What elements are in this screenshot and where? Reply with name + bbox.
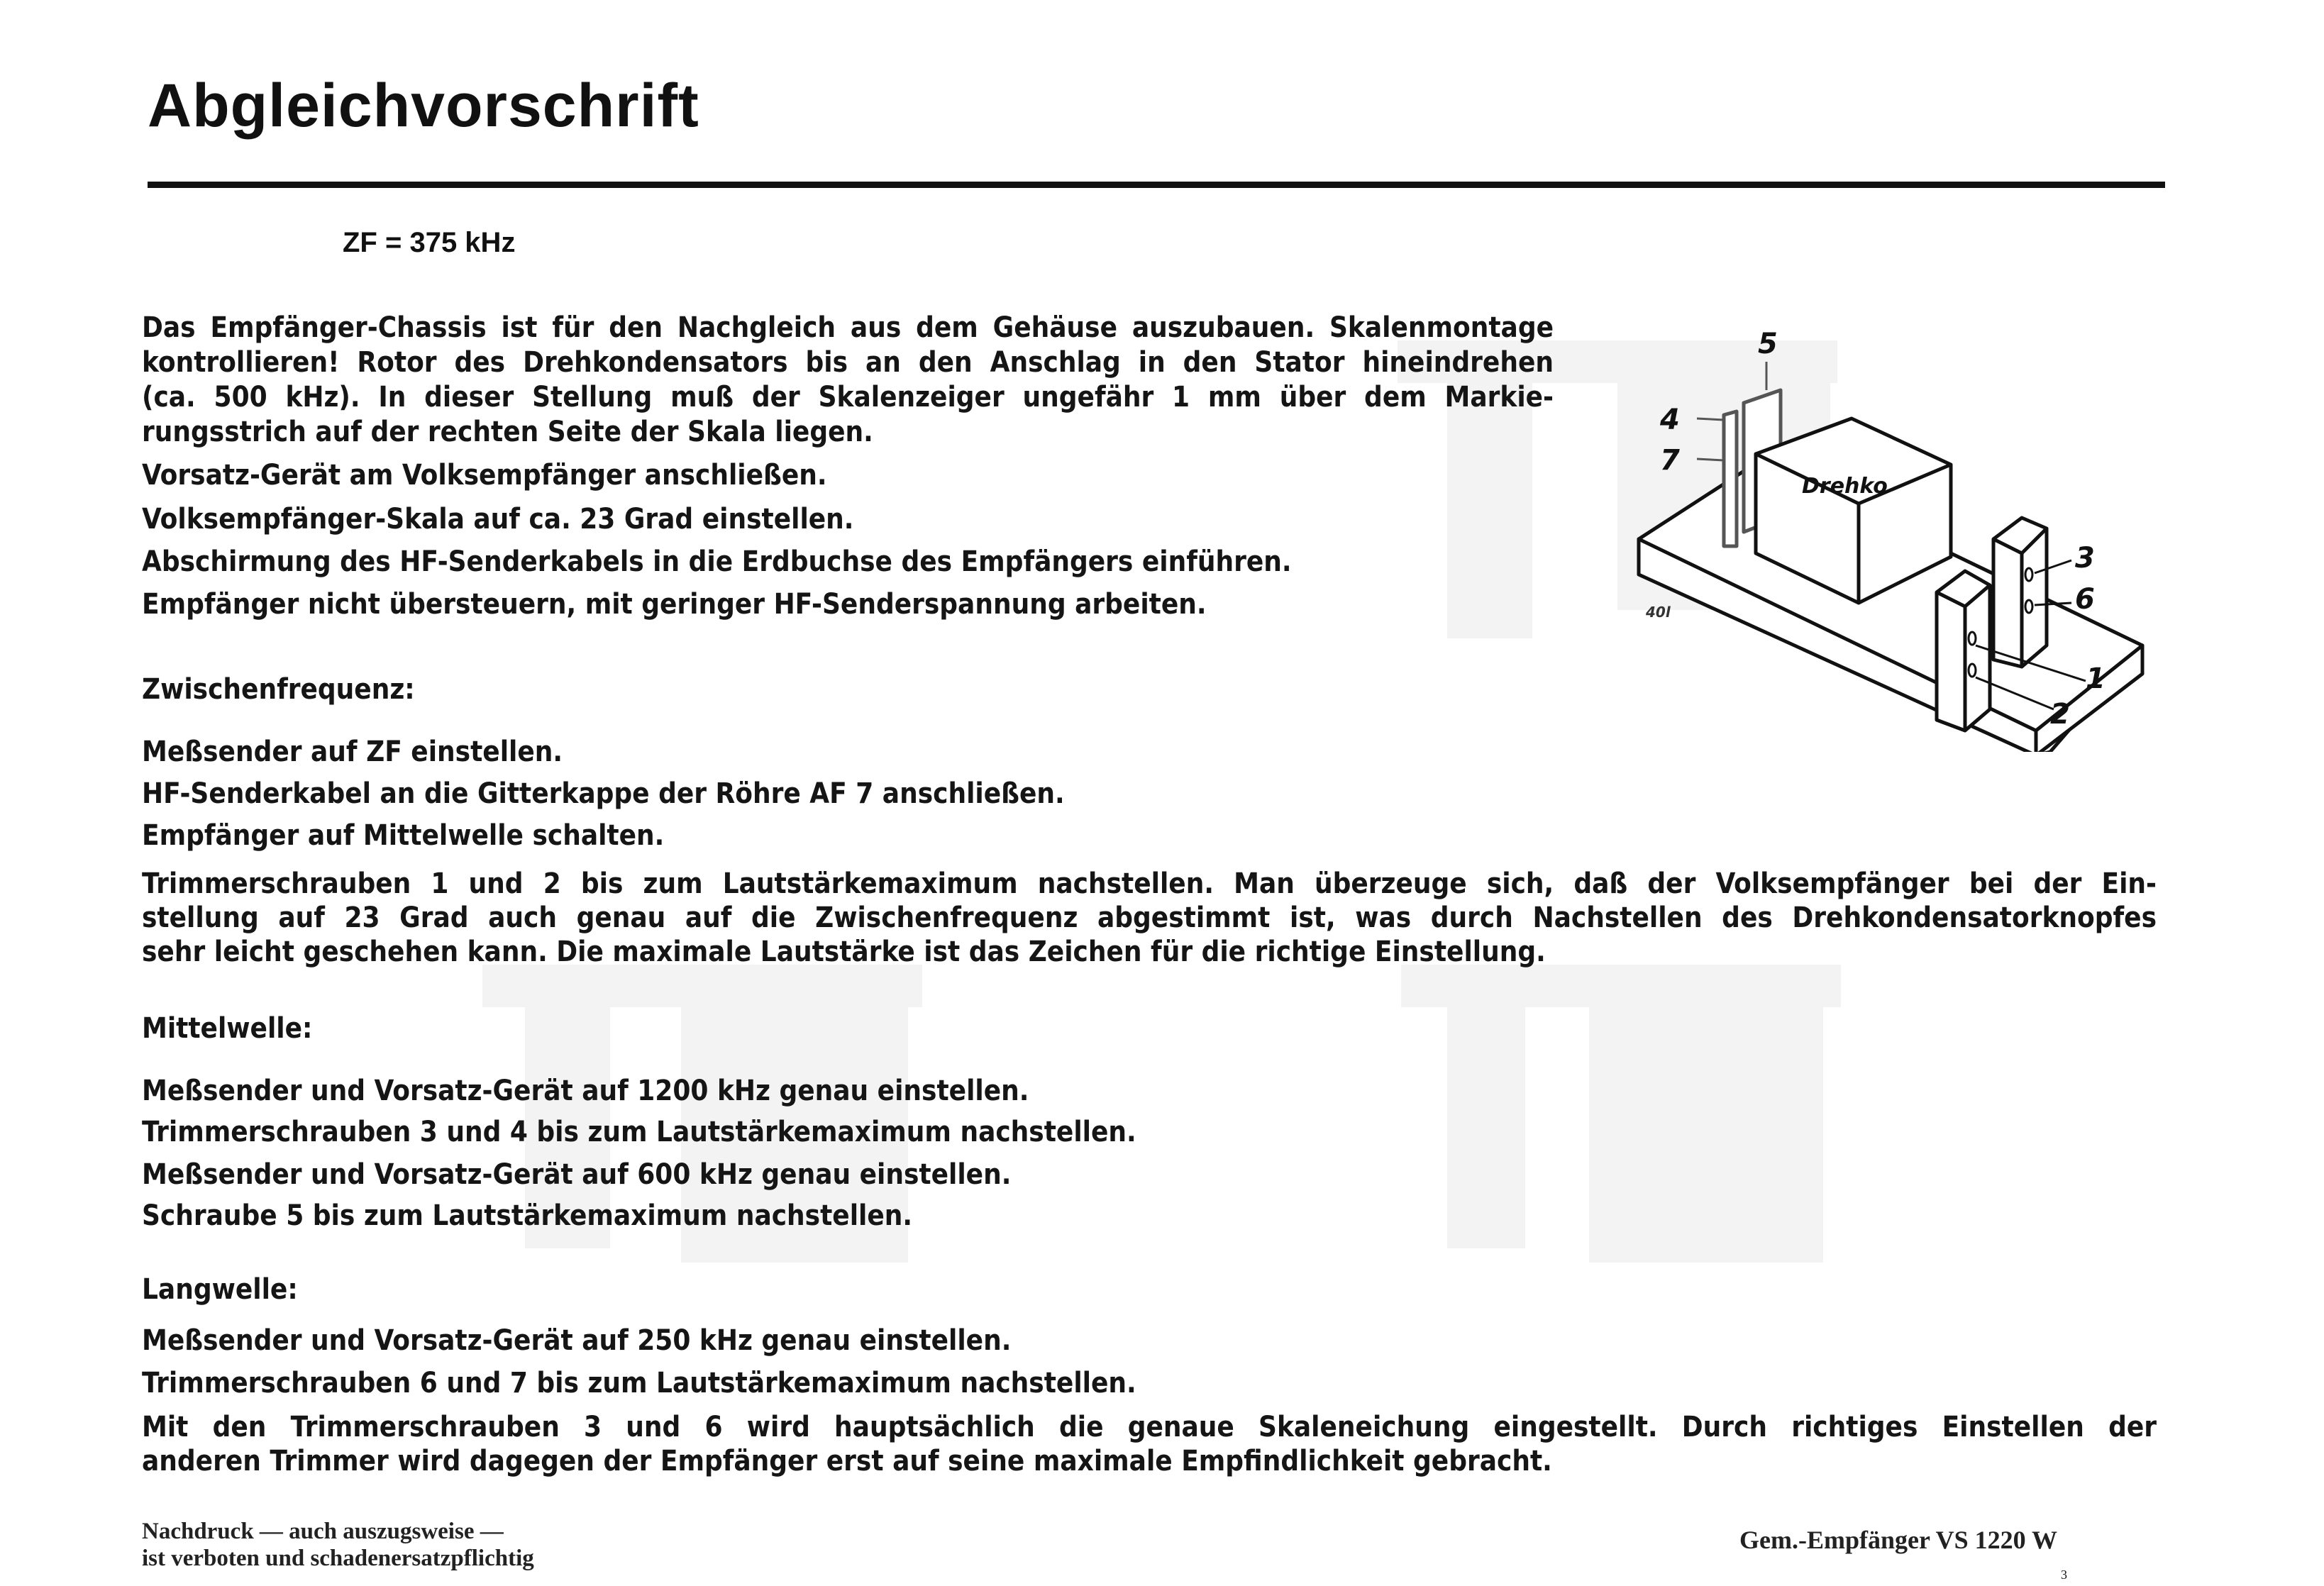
callout-7: 7 <box>1660 444 1680 477</box>
step: Trimmerschrauben 3 und 4 bis zum Lautstärkemaximum nachstellen. <box>142 1116 1136 1148</box>
page-number: 3 <box>2061 1568 2067 1582</box>
title-rule <box>148 182 2165 188</box>
intro-line: Das Empfänger-Chassis ist für den Nachgleich aus dem Gehäuse auszubauen. Skalenmontage <box>142 311 1554 344</box>
section-heading-mittelwelle: Mittelwelle: <box>142 1012 313 1045</box>
zf-value: ZF = 375 kHz <box>343 227 516 258</box>
intro-line: kontrollieren! Rotor des Drehkondensators bis an den Anschlag in den Stator hineindrehen <box>142 346 1554 379</box>
callout-5: 5 <box>1758 328 1778 360</box>
step: Meßsender und Vorsatz-Gerät auf 600 kHz genau einstellen. <box>142 1158 1012 1191</box>
step: Empfänger auf Mittelwelle schalten. <box>142 819 665 852</box>
drehko-label: Drehko <box>1802 474 1888 499</box>
coil-can-left <box>1724 411 1737 546</box>
corner-mark: 40l <box>1646 604 1671 621</box>
copyright-notice <box>142 1518 534 1572</box>
step: Meßsender und Vorsatz-Gerät auf 1200 kHz genau einstellen. <box>142 1075 1029 1107</box>
intro-line: rungsstrich auf der rechten Seite der Skala liegen. <box>142 416 873 448</box>
callout-1: 1 <box>2086 662 2106 695</box>
intro-step: Vorsatz-Gerät am Volksempfänger anschließen. <box>142 459 827 492</box>
intro-step: Empfänger nicht übersteuern, mit geringer HF-Senderspannung arbeiten. <box>142 588 1207 621</box>
page-title: Abgleichvorschrift <box>148 72 699 140</box>
step: Meßsender auf ZF einstellen. <box>142 736 563 768</box>
copyright-line: ist verboten und schadenersatzpflichtig <box>142 1546 534 1571</box>
section-heading-langwelle: Langwelle: <box>142 1273 298 1306</box>
paragraph-line: anderen Trimmer wird dagegen der Empfänger erst auf seine maximale Empfindlichkeit gebracht. <box>142 1445 1552 1477</box>
step: Schraube 5 bis zum Lautstärkemaximum nachstellen. <box>142 1199 913 1232</box>
callout-4: 4 <box>1660 404 1680 436</box>
callout-2: 2 <box>2050 698 2070 731</box>
step: HF-Senderkabel an die Gitterkappe der Röhre AF 7 anschließen. <box>142 777 1065 810</box>
intro-line: (ca. 500 kHz). In dieser Stellung muß der Skalenzeiger ungefähr 1 mm über dem Markie- <box>142 381 1554 414</box>
intro-step: Volksempfänger-Skala auf ca. 23 Grad einstellen. <box>142 503 854 536</box>
paragraph-line: sehr leicht geschehen kann. Die maximale Lautstärke ist das Zeichen für die richtige Einstellung. <box>142 936 1546 968</box>
paragraph-line: Trimmerschrauben 1 und 2 bis zum Lautstärkemaximum nachstellen. Man überzeuge sich, daß der Volksempfänger bei der Ein- <box>142 867 2157 900</box>
section-heading-zwischenfrequenz: Zwischenfrequenz: <box>142 673 415 706</box>
step: Trimmerschrauben 6 und 7 bis zum Lautstärkemaximum nachstellen. <box>142 1367 1136 1399</box>
callout-6: 6 <box>2075 583 2095 616</box>
copyright-line: Nachdruck — auch auszugsweise — <box>142 1519 504 1544</box>
paragraph-line: stellung auf 23 Grad auch genau auf die Zwischenfrequenz abgestimmt ist, was durch Nachstellen des Drehkondensatorknopfes <box>142 902 2157 934</box>
step: Meßsender und Vorsatz-Gerät auf 250 kHz genau einstellen. <box>142 1324 1012 1357</box>
intro-step: Abschirmung des HF-Senderkabels in die Erdbuchse des Empfängers einführen. <box>142 545 1292 578</box>
paragraph-line: Mit den Trimmerschrauben 3 und 6 wird hauptsächlich die genaue Skaleneichung eingestellt. Durch richtiges Einstellen der <box>142 1411 2157 1443</box>
model-name: Gem.-Empfänger VS 1220 W <box>1739 1526 2058 1554</box>
chassis-diagram <box>1617 312 2157 752</box>
callout-3: 3 <box>2075 542 2095 575</box>
